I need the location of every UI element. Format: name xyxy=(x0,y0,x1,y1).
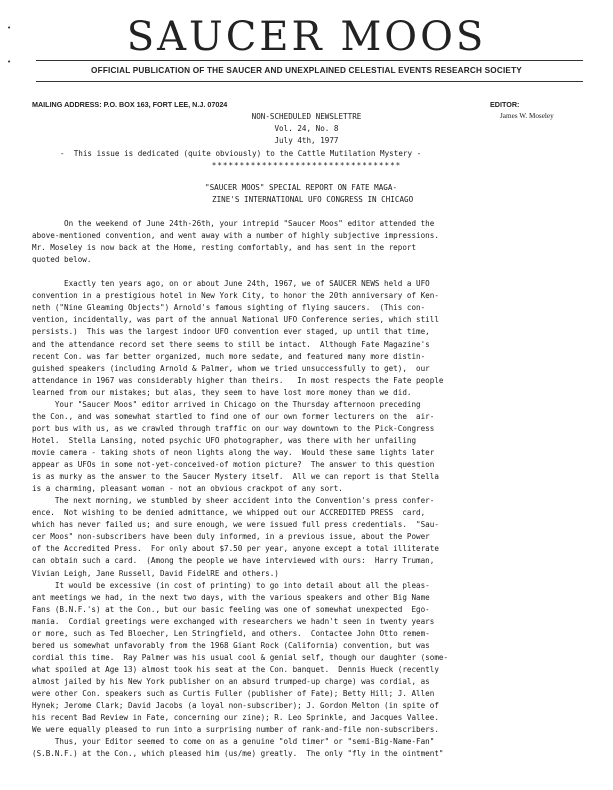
body-text-line: port bus with us, as we crawled through traffic on our way downtown to the Pick-Congress xyxy=(32,423,435,433)
body-text-line: neth ("Nine Gleaming Objects") Arnold's famous sighting of flying saucers. (This con- xyxy=(32,303,426,313)
body-text-line: Thus, your Editor seemed to come on as a genuine "old timer" or "semi-Big-Name-Fan" xyxy=(32,737,435,747)
mailing-address: MAILING ADDRESS: P.O. BOX 163, FORT LEE, N.J. 07024 xyxy=(32,100,228,109)
body-text-line: Hynek; Jerome Clark; David Jacobs (a loyal non-subscriber); J. Gordon Melton (in spite of xyxy=(32,701,439,710)
report-title-line: "SAUCER MOOS" SPECIAL REPORT ON FATE MAGA- xyxy=(205,183,398,192)
margin-mark: • xyxy=(7,58,12,66)
body-text-line: is a charming, pleasant woman - not an obvious crackpot of any sort. xyxy=(32,484,343,494)
body-text-line: Fans (B.N.F.'s) at the Con., but our basic feeling was one of somewhat unexpected Ego- xyxy=(32,604,430,614)
section-divider: ********************************** xyxy=(211,161,402,170)
body-text-line: ant meetings we had, in the next two days, with the various speakers and other Big Name xyxy=(32,592,430,602)
body-text-line: attendance in 1967 was considerably higher than theirs. In most respects the Fate people xyxy=(32,375,444,385)
body-text-line: the Con., and was somewhat startled to find one of our own former lecturers on the air- xyxy=(32,411,435,421)
issue-date: July 4th, 1977 xyxy=(274,136,339,145)
body-text-line: Exactly ten years ago, on or about June 24th, 1967, we of SAUCER NEWS held a UFO xyxy=(32,279,430,289)
body-text-line: mania. Cordial greetings were exchanged with researchers we hadn't seen in twenty years xyxy=(32,616,435,626)
body-text-line: of the Accredited Press. For only about $7.50 per year, anyone except a total illiterate xyxy=(32,544,439,554)
body-text-line: learned from our mistakes; but alas, they seem to have lost more money than we did. xyxy=(32,387,412,397)
body-text-line: convention in a prestigious hotel in New York City, to honor the 20th anniversary of Ken- xyxy=(32,291,439,301)
body-text-line: Your "Saucer Moos" editor arrived in Chicago on the Thursday afternoon preceding xyxy=(32,399,421,409)
masthead-rule-top xyxy=(36,60,583,61)
body-text-line: or more, such as Ted Bloecher, Len Stringfield, and others. Contactee John Otto remem- xyxy=(32,628,430,638)
body-text-line: almost jailed by his New York publisher on an absurd trumped-up charge) was cordial, as xyxy=(32,676,430,686)
body-text-line: persists.) This was the largest indoor UFO convention ever staged, up until that time, xyxy=(32,327,430,337)
issue-type: NON-SCHEDULED NEWSLETTRE xyxy=(251,112,362,121)
body-text-line: movie camera - taking shots of neon lights along the way. Would these same lights later xyxy=(32,448,435,457)
body-text-line: We were equally pleased to run into a surprising number of rank-and-file non-subscribers. xyxy=(32,725,439,735)
masthead-rule-bottom xyxy=(36,81,583,82)
margin-mark: • xyxy=(7,24,12,32)
body-text-line: and the attendance record set there seems to still be intact. Although Fate Magazine's xyxy=(32,339,430,349)
body-text-line: were other Con. speakers such as Curtis Fuller (publisher of Fate); Betty Hill; J. Allen xyxy=(32,689,435,698)
body-text-line: is as murky as the answer to the Saucer Mystery itself. All we can report is that Stella xyxy=(32,472,439,482)
masthead-subtitle: OFFICIAL PUBLICATION OF THE SAUCER AND UNEXPLAINED CELESTIAL EVENTS RESEARCH SOCIETY xyxy=(91,66,522,75)
body-text-line: ence. Not wishing to be denied admittance, we whipped out our ACCREDITED PRESS card, xyxy=(32,508,426,518)
body-text-line: It would be excessive (in cost of printing) to go into detail about all the pleas- xyxy=(32,580,430,590)
body-text-line: above-mentioned convention, and went away with a number of highly subjective impressions. xyxy=(32,231,439,241)
body-text-line: (S.B.N.F.) at the Con., which pleased him (us/me) greatly. The only "fly in the ointment" xyxy=(32,749,444,759)
editor-label: EDITOR: xyxy=(490,100,520,109)
body-text-line: can obtain such a card. (Among the people we have interviewed with ours: Harry Truman, xyxy=(32,556,435,566)
body-text-line: cer Moos" non-subscribers have been duly informed, in a previous issue, about the Power xyxy=(32,532,430,542)
body-text-line: what spoiled at Age 13) almost took his seat at the Con. banquet. Dennis Hueck (recently xyxy=(32,664,439,674)
body-text-line: quoted below. xyxy=(32,255,92,265)
body-text-line: which has never failed us; and sure enough, we were issued full press credentials. "Sau- xyxy=(32,520,439,530)
body-text-line: recent Con. was far better organized, much more sedate, and featured many more distin- xyxy=(32,351,426,361)
body-text-line: cordial this time. Ray Palmer was his usual cool & genial self, though our daughter (some- xyxy=(32,652,449,662)
body-text-line: his recent Bad Review in Fate, concerning our zine); R. Leo Sprinkle, and Jacques Vallee. xyxy=(32,713,439,722)
masthead-title: SAUCER MOOS xyxy=(126,14,487,60)
body-text-line: guished speakers (including Arnold & Palmer, whom we tried unsuccessfully to get), our xyxy=(32,363,430,373)
issue-dedication: - This issue is dedicated (quite obviously) to the Cattle Mutilation Mystery - xyxy=(60,149,422,158)
editor-name: James W. Moseley xyxy=(500,112,554,120)
body-text-line: On the weekend of June 24th-26th, your intrepid "Saucer Moos" editor attended the xyxy=(32,219,435,228)
body-text-line: Hotel. Stella Lansing, noted psychic UFO photographer, was there with her unfailing xyxy=(32,435,417,445)
body-text-line: The next morning, we stumbled by sheer accident into the Convention's press confer- xyxy=(32,496,435,506)
body-text-line: bered us somewhat unfavorably from the 1968 Giant Rock (California) convention, but was xyxy=(32,640,430,650)
body-text-line: Vivian Leigh, Jane Russell, David FidelRE and others.) xyxy=(32,568,279,578)
body-text-line: appear as UFOs in some not-yet-conceived-of motion picture? The answer to this question xyxy=(32,460,435,469)
report-title-line: ZINE'S INTERNATIONAL UFO CONGRESS IN CHICAGO xyxy=(212,195,414,204)
issue-volume: Vol. 24, No. 8 xyxy=(274,124,339,133)
body-text-line: Mr. Moseley is now back at the Home, resting comfortably, and has sent in the report xyxy=(32,243,417,253)
body-text-line: vention, incidentally, was part of the annual National UFO Conference series, which still xyxy=(32,315,439,325)
